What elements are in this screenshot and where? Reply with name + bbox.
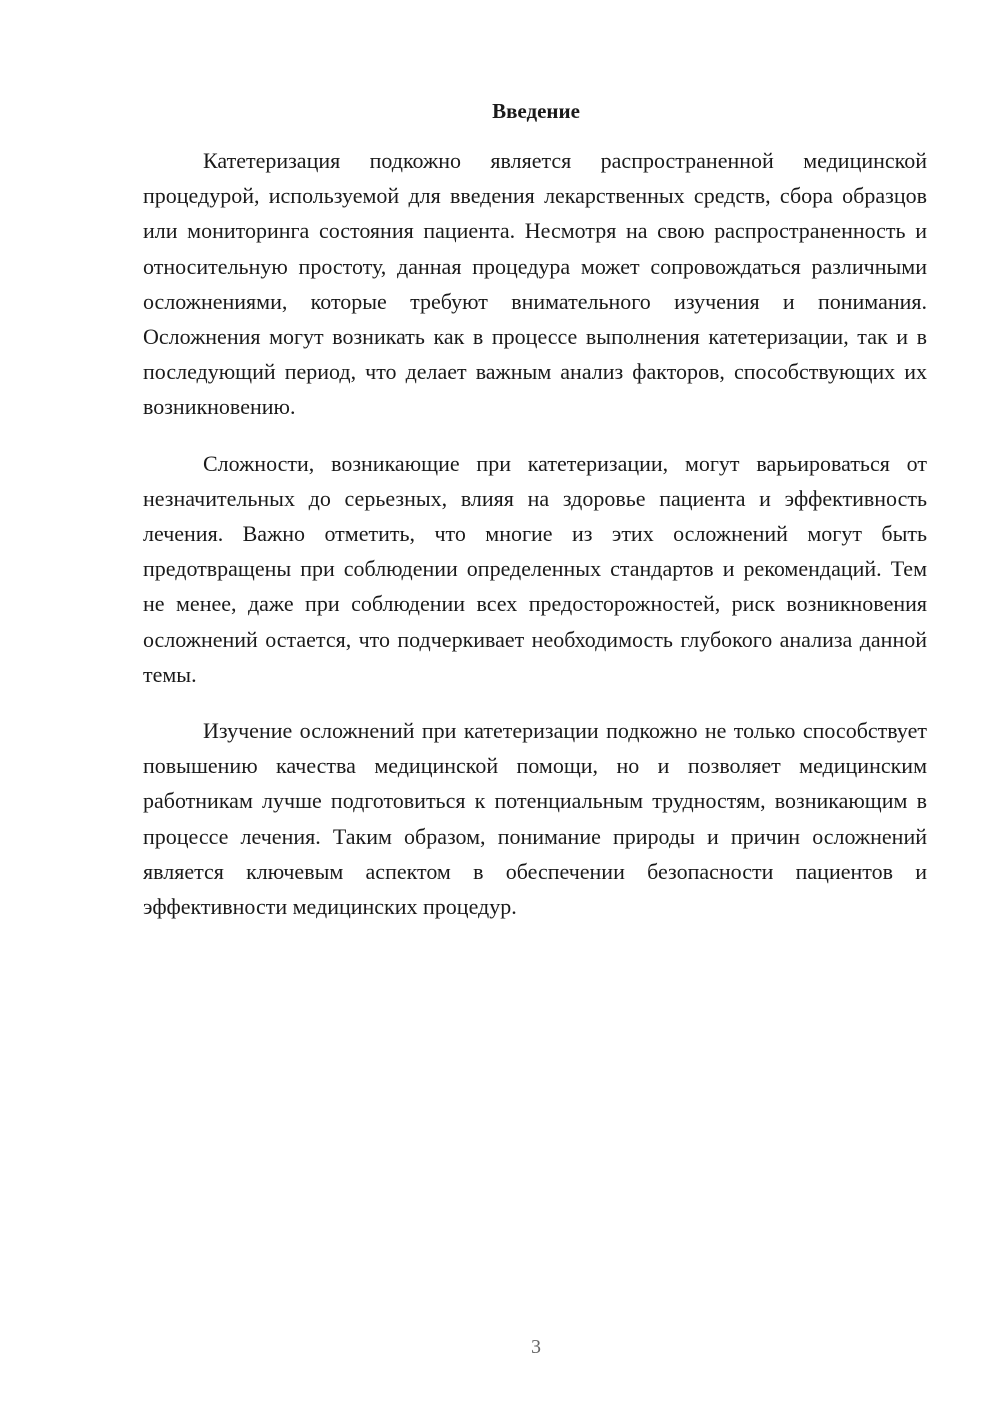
paragraph-3: Изучение осложнений при катетеризации подкожно не только способствует повышению качества медицинской помощи, но и позволяет медицинским работникам лучше подготовиться к потенциальным трудностям, возникающим в процессе лечения. Таким образом, понимание природы и причин осложнений является ключевым аспектом в обеспечении безопасности пациентов и эффективности медицинских процедур.: [143, 718, 927, 920]
paragraph-1: Катетеризация подкожно является распространенной медицинской процедурой, используемой для введения лекарственных средств, сбора образцов или мониторинга состояния пациента. Несмотря на свою распространенность и относительную простоту, данная процедура может сопровождаться различными осложнениями, которые требуют внимательного изучения и понимания. Осложнения могут возникать как в процессе выполнения катетеризации, так и в последующий период, что делает важным анализ факторов, способствующих их возникновению.: [143, 148, 927, 420]
body-text: [143, 143, 927, 945]
paragraph-2: Сложности, возникающие при катетеризации, могут варьироваться от незначительных до серьезных, влияя на здоровье пациента и эффективность лечения. Важно отметить, что многие из этих осложнений могут быть предотвращены при соблюдении определенных стандартов и рекомендаций. Тем не менее, даже при соблюдении всех предосторожностей, риск возникновения осложнений остается, что подчеркивает необходимость глубокого анализа данной темы.: [143, 450, 927, 687]
section-title: Введение: [492, 99, 580, 123]
page-number: 3: [531, 1336, 541, 1358]
